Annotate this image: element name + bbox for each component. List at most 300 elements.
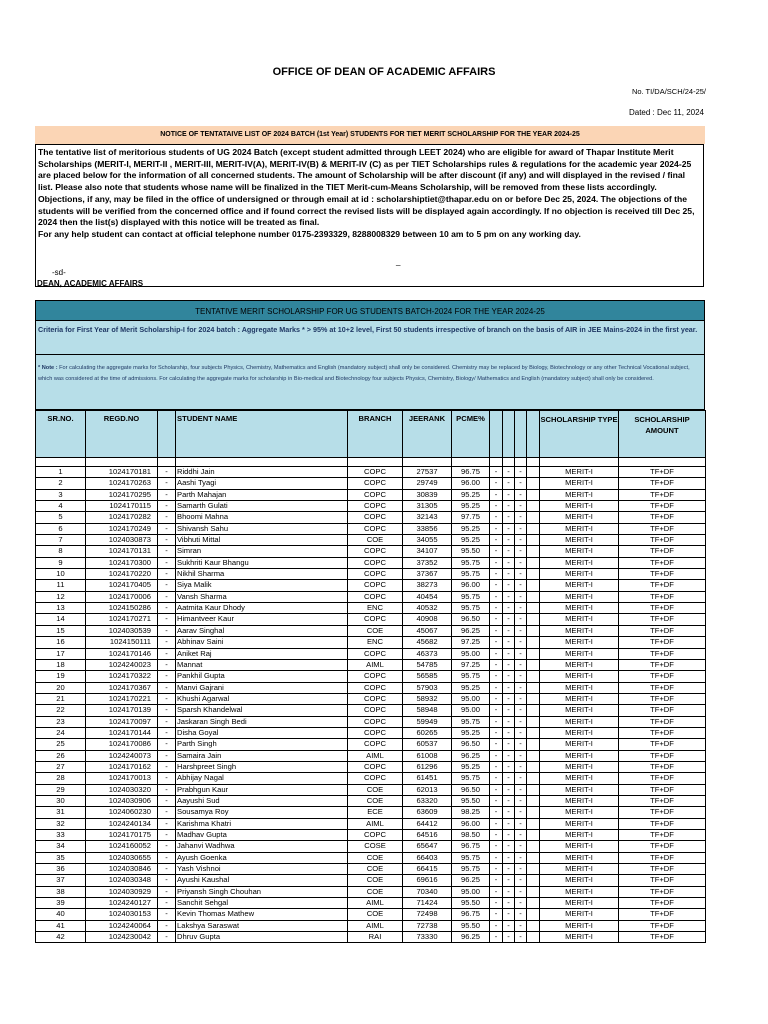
cell-pcme: 95.75	[452, 716, 490, 727]
cell-jeerank: 58932	[403, 693, 452, 704]
cell-type: MERIT-I	[540, 478, 619, 489]
col-name: STUDENT NAME	[176, 411, 348, 458]
cell-name: Prabhgun Kaur	[176, 784, 348, 795]
cell-jeerank: 46373	[403, 648, 452, 659]
cell-name: Vibhuti Mittal	[176, 535, 348, 546]
cell-amount: TF+DF	[619, 523, 706, 534]
cell-dash: -	[490, 637, 503, 648]
cell-srno: 33	[36, 830, 86, 841]
cell-srno: 23	[36, 716, 86, 727]
table-row	[36, 535, 706, 546]
cell-branch: COPC	[348, 671, 403, 682]
cell-pcme: 96.25	[452, 932, 490, 943]
cell-dash: -	[515, 795, 527, 806]
cell-type: MERIT-I	[540, 750, 619, 761]
table-body	[36, 467, 706, 943]
cell-type: MERIT-I	[540, 467, 619, 478]
cell-dash: -	[490, 739, 503, 750]
cell-type: MERIT-I	[540, 716, 619, 727]
table-row	[36, 478, 706, 489]
cell-amount: TF+DF	[619, 818, 706, 829]
cell-regd: 1024170220	[86, 569, 158, 580]
cell-dash: -	[503, 875, 515, 886]
cell-jeerank: 63320	[403, 795, 452, 806]
cell-blank	[527, 875, 540, 886]
cell-dash: -	[503, 659, 515, 670]
cell-dash: -	[490, 705, 503, 716]
cell-pcme: 95.25	[452, 523, 490, 534]
table-row	[36, 512, 706, 523]
cell-name: Sanchit Sehgal	[176, 898, 348, 909]
cell-branch: COPC	[348, 693, 403, 704]
cell-type: MERIT-I	[540, 671, 619, 682]
cell-dash: -	[490, 841, 503, 852]
table-row	[36, 659, 706, 670]
cell-dash: -	[503, 898, 515, 909]
cell-pcme: 95.50	[452, 898, 490, 909]
cell-jeerank: 37367	[403, 569, 452, 580]
cell-dash: -	[503, 886, 515, 897]
cell-srno: 1	[36, 467, 86, 478]
cell-jeerank: 40908	[403, 614, 452, 625]
cell-type: MERIT-I	[540, 557, 619, 568]
cell-dash: -	[158, 875, 176, 886]
table-row	[36, 750, 706, 761]
cell-jeerank: 64516	[403, 830, 452, 841]
cell-branch: COSE	[348, 841, 403, 852]
cell-type: MERIT-I	[540, 591, 619, 602]
cell-blank	[527, 705, 540, 716]
cell-blank	[527, 750, 540, 761]
cell-regd: 1024170013	[86, 773, 158, 784]
cell-name: Siya Malik	[176, 580, 348, 591]
cell-branch: COPC	[348, 648, 403, 659]
cell-amount: TF+DF	[619, 659, 706, 670]
cell-blank	[527, 557, 540, 568]
cell-pcme: 97.25	[452, 637, 490, 648]
cell-dash: -	[515, 557, 527, 568]
cell-name: Madhav Gupta	[176, 830, 348, 841]
cell-dash: -	[158, 795, 176, 806]
cell-regd: 1024170322	[86, 671, 158, 682]
cell-blank	[527, 773, 540, 784]
cell-regd: 1024240127	[86, 898, 158, 909]
cell-dash: -	[503, 614, 515, 625]
cell-srno: 15	[36, 625, 86, 636]
cell-dash: -	[503, 852, 515, 863]
cell-dash: -	[515, 546, 527, 557]
cell-dash: -	[158, 761, 176, 772]
cell-branch: AIML	[348, 898, 403, 909]
cell-srno: 6	[36, 523, 86, 534]
cell-branch: RAI	[348, 932, 403, 943]
cell-pcme: 95.75	[452, 852, 490, 863]
cell-dash: -	[515, 830, 527, 841]
cell-regd: 1024170405	[86, 580, 158, 591]
cell-branch: COE	[348, 795, 403, 806]
cell-name: Parth Mahajan	[176, 489, 348, 500]
table-row	[36, 569, 706, 580]
cell-regd: 1024060230	[86, 807, 158, 818]
cell-dash: -	[490, 501, 503, 512]
cell-pcme: 96.00	[452, 818, 490, 829]
cell-type: MERIT-I	[540, 523, 619, 534]
cell-dash: -	[490, 727, 503, 738]
cell-dash: -	[158, 569, 176, 580]
cell-dash: -	[515, 637, 527, 648]
cell-srno: 25	[36, 739, 86, 750]
table-row	[36, 523, 706, 534]
cell-dash: -	[503, 693, 515, 704]
cell-type: MERIT-I	[540, 875, 619, 886]
cell-type: MERIT-I	[540, 637, 619, 648]
cell-jeerank: 73330	[403, 932, 452, 943]
cell-blank	[527, 489, 540, 500]
cell-regd: 1024170144	[86, 727, 158, 738]
cell-dash: -	[158, 886, 176, 897]
cell-dash: -	[503, 603, 515, 614]
cell-name: Abhinav Saini	[176, 637, 348, 648]
cell-srno: 17	[36, 648, 86, 659]
cell-type: MERIT-I	[540, 795, 619, 806]
table-row	[36, 648, 706, 659]
cell-pcme: 96.00	[452, 580, 490, 591]
cell-dash: -	[503, 818, 515, 829]
cell-branch: COPC	[348, 569, 403, 580]
cell-dash: -	[158, 591, 176, 602]
cell-amount: TF+DF	[619, 920, 706, 931]
cell-pcme: 95.25	[452, 682, 490, 693]
cell-dash: -	[158, 841, 176, 852]
cell-dash: -	[503, 557, 515, 568]
cell-blank	[527, 716, 540, 727]
reference-number: No. TI/DA/SCH/24-25/	[631, 87, 706, 96]
cell-srno: 37	[36, 875, 86, 886]
cell-amount: TF+DF	[619, 671, 706, 682]
cell-jeerank: 59949	[403, 716, 452, 727]
cell-jeerank: 62013	[403, 784, 452, 795]
cell-srno: 40	[36, 909, 86, 920]
cell-dash: -	[490, 603, 503, 614]
cell-srno: 11	[36, 580, 86, 591]
table-header-row	[36, 411, 706, 458]
office-title: OFFICE OF DEAN OF ACADEMIC AFFAIRS	[272, 66, 496, 78]
cell-srno: 10	[36, 569, 86, 580]
cell-blank	[527, 727, 540, 738]
cell-dash: -	[503, 512, 515, 523]
cell-amount: TF+DF	[619, 625, 706, 636]
cell-branch: COE	[348, 852, 403, 863]
cell-regd: 1024170146	[86, 648, 158, 659]
cell-srno: 38	[36, 886, 86, 897]
cell-regd: 1024170175	[86, 830, 158, 841]
cell-regd: 1024170271	[86, 614, 158, 625]
cell-branch: COPC	[348, 830, 403, 841]
cell-regd: 1024170115	[86, 501, 158, 512]
col-blank	[490, 411, 503, 458]
cell-name: Lakshya Saraswat	[176, 920, 348, 931]
cell-srno: 22	[36, 705, 86, 716]
cell-amount: TF+DF	[619, 761, 706, 772]
table-row	[36, 682, 706, 693]
cell-amount: TF+DF	[619, 875, 706, 886]
table-row	[36, 580, 706, 591]
cell-dash: -	[515, 807, 527, 818]
cell-blank	[527, 807, 540, 818]
cell-name: Karishma Khatri	[176, 818, 348, 829]
cell-regd: 1024030906	[86, 795, 158, 806]
table-row	[36, 489, 706, 500]
cell-pcme: 96.50	[452, 614, 490, 625]
cell-pcme: 95.00	[452, 886, 490, 897]
cell-dash: -	[158, 512, 176, 523]
cell-blank	[527, 523, 540, 534]
cell-amount: TF+DF	[619, 557, 706, 568]
cell-jeerank: 31305	[403, 501, 452, 512]
cell-regd: 1024160052	[86, 841, 158, 852]
cell-pcme: 95.25	[452, 727, 490, 738]
cell-name: Jahanvi Wadhwa	[176, 841, 348, 852]
cell-branch: COPC	[348, 512, 403, 523]
cell-dash: -	[490, 671, 503, 682]
cell-dash: -	[503, 795, 515, 806]
table-row	[36, 841, 706, 852]
cell-srno: 35	[36, 852, 86, 863]
cell-type: MERIT-I	[540, 580, 619, 591]
cell-blank	[527, 898, 540, 909]
cell-regd: 1024170221	[86, 693, 158, 704]
cell-srno: 42	[36, 932, 86, 943]
cell-blank	[527, 637, 540, 648]
col-blank	[503, 411, 515, 458]
cell-blank	[527, 886, 540, 897]
table-row	[36, 614, 706, 625]
cell-srno: 2	[36, 478, 86, 489]
cell-name: Nikhil Sharma	[176, 569, 348, 580]
cell-name: Jaskaran Singh Bedi	[176, 716, 348, 727]
cell-dash: -	[503, 569, 515, 580]
cell-regd: 1024030539	[86, 625, 158, 636]
cell-type: MERIT-I	[540, 501, 619, 512]
cell-dash: -	[503, 580, 515, 591]
cell-srno: 14	[36, 614, 86, 625]
cell-jeerank: 63609	[403, 807, 452, 818]
table-row	[36, 739, 706, 750]
cell-regd: 1024240073	[86, 750, 158, 761]
cell-srno: 13	[36, 603, 86, 614]
notice-date: Dated : Dec 11, 2024	[628, 108, 704, 117]
cell-type: MERIT-I	[540, 739, 619, 750]
cell-type: MERIT-I	[540, 614, 619, 625]
cell-jeerank: 65647	[403, 841, 452, 852]
col-scholarship-type: SCHOLARSHIP TYPE	[540, 411, 619, 458]
table-row	[36, 920, 706, 931]
cell-pcme: 97.25	[452, 659, 490, 670]
cell-dash: -	[503, 909, 515, 920]
cell-jeerank: 34055	[403, 535, 452, 546]
cell-dash: -	[158, 716, 176, 727]
cell-srno: 20	[36, 682, 86, 693]
cell-dash: -	[158, 932, 176, 943]
cell-dash: -	[490, 932, 503, 943]
cell-regd: 1024170263	[86, 478, 158, 489]
cell-jeerank: 30839	[403, 489, 452, 500]
cell-name: Simran	[176, 546, 348, 557]
cell-name: Ayush Goenka	[176, 852, 348, 863]
cell-amount: TF+DF	[619, 637, 706, 648]
cell-dash: -	[515, 467, 527, 478]
cell-type: MERIT-I	[540, 535, 619, 546]
cell-blank	[527, 932, 540, 943]
cell-blank	[527, 864, 540, 875]
cell-jeerank: 58948	[403, 705, 452, 716]
cell-srno: 16	[36, 637, 86, 648]
cell-jeerank: 71424	[403, 898, 452, 909]
cell-type: MERIT-I	[540, 625, 619, 636]
cell-amount: TF+DF	[619, 580, 706, 591]
cell-name: Samaira Jain	[176, 750, 348, 761]
cell-dash: -	[503, 920, 515, 931]
cell-dash: -	[490, 852, 503, 863]
cell-dash: -	[503, 830, 515, 841]
cell-dash: -	[490, 467, 503, 478]
cell-jeerank: 29749	[403, 478, 452, 489]
cell-jeerank: 33856	[403, 523, 452, 534]
cell-type: MERIT-I	[540, 852, 619, 863]
table-row	[36, 773, 706, 784]
cell-blank	[527, 920, 540, 931]
cell-amount: TF+DF	[619, 932, 706, 943]
cell-srno: 8	[36, 546, 86, 557]
cell-type: MERIT-I	[540, 864, 619, 875]
spacer-row	[36, 458, 706, 467]
cell-srno: 3	[36, 489, 86, 500]
cell-dash: -	[158, 864, 176, 875]
table-row	[36, 671, 706, 682]
cell-dash: -	[490, 807, 503, 818]
signature-sd: -sd-	[52, 268, 66, 277]
cell-blank	[527, 546, 540, 557]
cell-type: MERIT-I	[540, 512, 619, 523]
cell-blank	[527, 761, 540, 772]
cell-blank	[527, 909, 540, 920]
cell-regd: 1024240023	[86, 659, 158, 670]
table-row	[36, 830, 706, 841]
cell-branch: COPC	[348, 501, 403, 512]
cell-dash: -	[503, 807, 515, 818]
cell-amount: TF+DF	[619, 841, 706, 852]
cell-srno: 31	[36, 807, 86, 818]
cell-branch: COPC	[348, 489, 403, 500]
cell-branch: COE	[348, 875, 403, 886]
cell-name: Abhijay Nagal	[176, 773, 348, 784]
dash-mark: _	[396, 257, 401, 266]
cell-dash: -	[515, 705, 527, 716]
cell-dash: -	[503, 648, 515, 659]
cell-blank	[527, 659, 540, 670]
cell-amount: TF+DF	[619, 795, 706, 806]
cell-dash: -	[515, 920, 527, 931]
cell-dash: -	[515, 761, 527, 772]
cell-dash: -	[515, 750, 527, 761]
cell-amount: TF+DF	[619, 727, 706, 738]
table-row	[36, 886, 706, 897]
cell-srno: 19	[36, 671, 86, 682]
cell-jeerank: 57903	[403, 682, 452, 693]
cell-dash: -	[490, 898, 503, 909]
cell-srno: 34	[36, 841, 86, 852]
cell-regd: 1024030348	[86, 875, 158, 886]
cell-dash: -	[490, 648, 503, 659]
cell-dash: -	[503, 625, 515, 636]
cell-dash: -	[515, 501, 527, 512]
cell-name: Kevin Thomas Mathew	[176, 909, 348, 920]
cell-pcme: 95.25	[452, 761, 490, 772]
cell-regd: 1024030929	[86, 886, 158, 897]
cell-jeerank: 61451	[403, 773, 452, 784]
cell-jeerank: 32143	[403, 512, 452, 523]
cell-dash: -	[515, 727, 527, 738]
table-row	[36, 501, 706, 512]
notice-contact: For any help student can contact at official telephone number 0175-2393329, 8288008329 between 10 am to 5 pm on any working day.	[38, 228, 581, 239]
cell-dash: -	[515, 852, 527, 863]
cell-branch: COE	[348, 535, 403, 546]
cell-dash: -	[503, 546, 515, 557]
cell-dash: -	[490, 580, 503, 591]
cell-dash: -	[490, 546, 503, 557]
cell-dash: -	[490, 557, 503, 568]
cell-srno: 5	[36, 512, 86, 523]
cell-type: MERIT-I	[540, 784, 619, 795]
cell-amount: TF+DF	[619, 705, 706, 716]
cell-srno: 32	[36, 818, 86, 829]
cell-jeerank: 61296	[403, 761, 452, 772]
cell-dash: -	[490, 512, 503, 523]
col-jeerank: JEERANK	[403, 411, 452, 458]
cell-dash: -	[490, 535, 503, 546]
cell-dash: -	[515, 818, 527, 829]
cell-jeerank: 61008	[403, 750, 452, 761]
cell-dash: -	[490, 784, 503, 795]
cell-jeerank: 70340	[403, 886, 452, 897]
cell-jeerank: 45067	[403, 625, 452, 636]
cell-dash: -	[490, 523, 503, 534]
cell-regd: 1024150286	[86, 603, 158, 614]
cell-type: MERIT-I	[540, 807, 619, 818]
cell-name: Shivansh Sahu	[176, 523, 348, 534]
cell-branch: COE	[348, 909, 403, 920]
cell-dash: -	[515, 591, 527, 602]
cell-type: MERIT-I	[540, 648, 619, 659]
cell-type: MERIT-I	[540, 830, 619, 841]
cell-dash: -	[158, 546, 176, 557]
cell-name: Harshpreet Singh	[176, 761, 348, 772]
cell-jeerank: 38273	[403, 580, 452, 591]
cell-amount: TF+DF	[619, 807, 706, 818]
cell-blank	[527, 569, 540, 580]
cell-name: Bhoomi Mahna	[176, 512, 348, 523]
cell-type: MERIT-I	[540, 761, 619, 772]
table-row	[36, 716, 706, 727]
cell-branch: COPC	[348, 761, 403, 772]
cell-dash: -	[515, 875, 527, 886]
cell-dash: -	[158, 671, 176, 682]
table-title: TENTATIVE MERIT SCHOLARSHIP FOR UG STUDENTS BATCH-2024 FOR THE YEAR 2024-25	[35, 300, 705, 321]
cell-branch: ENC	[348, 637, 403, 648]
cell-amount: TF+DF	[619, 830, 706, 841]
cell-blank	[527, 501, 540, 512]
cell-regd: 1024030153	[86, 909, 158, 920]
